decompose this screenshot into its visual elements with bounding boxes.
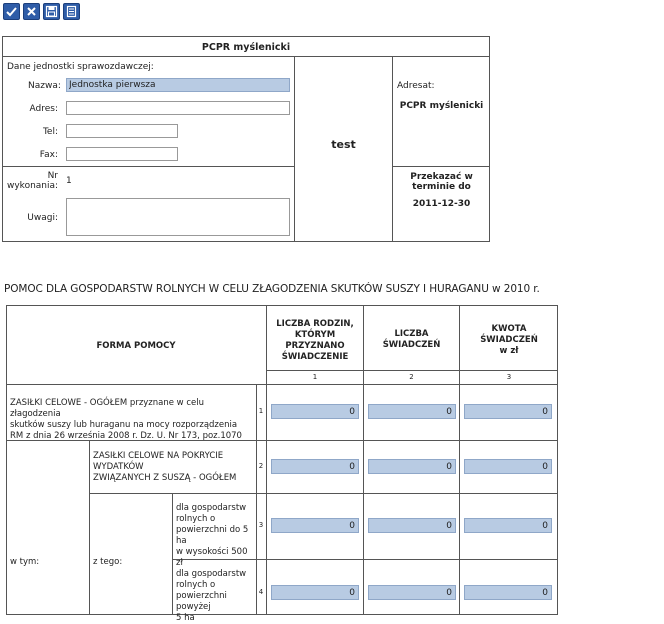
z-tego-label: z tego:	[93, 557, 123, 567]
row3-label: dla gospodarstw rolnych o powierzchni do 5 ha w wysokości 500 zł	[176, 503, 249, 568]
col1-header: LICZBA RODZIN, KTÓRYM PRZYZNANO ŚWIADCZENIE	[276, 319, 354, 362]
notes-label: Uwagi:	[27, 213, 58, 223]
row3-number: 3	[258, 521, 264, 529]
report-title: POMOC DLA GOSPODARSTW ROLNYCH W CELU ZŁAGODZENIA SKUTKÓW SUSZY I HURAGANU w 2010 r.	[4, 283, 540, 295]
name-label: Nazwa:	[28, 81, 61, 91]
nr-label-2: wykonania:	[7, 181, 59, 191]
checkmark-icon	[5, 5, 18, 18]
phone-label: Tel:	[42, 127, 58, 137]
col2-number: 2	[409, 373, 414, 381]
nr-value: 1	[66, 176, 72, 186]
toolbar	[3, 3, 80, 20]
row1-label: ZASIŁKI CELOWE - OGÓŁEM przyznane w celu złagodzenia skutków suszy lub huraganu na mocy rozporządzenia RM z dnia 26 września 2008 r. Dz. U. Nr 173, poz.1070	[10, 398, 242, 441]
row1-col3-input[interactable]	[464, 404, 552, 419]
header-title: PCPR myślenicki	[201, 42, 291, 53]
col2-header: LICZBA ŚWIADCZEŃ	[382, 329, 441, 350]
nr-label-1: Nr	[47, 171, 58, 181]
row4-col2-input[interactable]	[368, 585, 456, 600]
row4-number: 4	[258, 588, 264, 596]
print-button[interactable]	[63, 3, 80, 20]
document-icon	[65, 5, 78, 18]
deadline-label-2: terminie do	[412, 182, 471, 192]
row2-col1-input[interactable]	[271, 459, 359, 474]
row3-col3-input[interactable]	[464, 518, 552, 533]
row3-col1-input[interactable]	[271, 518, 359, 533]
row3-col2-input[interactable]	[368, 518, 456, 533]
row4-label: dla gospodarstw rolnych o powierzchni powyżej 5 ha	[176, 569, 247, 623]
notes-field[interactable]	[66, 198, 290, 236]
recipient-label: Adresat:	[397, 81, 435, 91]
row1-col2-input[interactable]	[368, 404, 456, 419]
fax-field[interactable]	[66, 147, 178, 161]
row2-label: ZASIŁKI CELOWE NA POKRYCIE WYDATKÓW ZWIĄZANYCH Z SUSZĄ - OGÓŁEM	[93, 451, 237, 483]
row4-col3-input[interactable]	[464, 585, 552, 600]
row2-number: 2	[258, 462, 264, 470]
col3-header: KWOTA ŚWIADCZEŃ w zł	[480, 324, 538, 356]
recipient-value: PCPR myślenicki	[399, 101, 484, 111]
unit-label: Dane jednostki sprawozdawczej:	[7, 62, 154, 72]
row2-col3-input[interactable]	[464, 459, 552, 474]
cancel-button[interactable]	[23, 3, 40, 20]
fax-label: Fax:	[39, 150, 58, 160]
col3-number: 3	[506, 373, 512, 381]
col1-number: 1	[312, 373, 318, 381]
phone-field[interactable]	[66, 124, 178, 138]
name-field[interactable]	[66, 78, 290, 92]
save-button[interactable]	[43, 3, 60, 20]
row4-col1-input[interactable]	[271, 585, 359, 600]
row1-number: 1	[258, 407, 264, 415]
w-tym-label: w tym:	[10, 557, 40, 567]
floppy-disk-icon	[45, 5, 58, 18]
address-field[interactable]	[66, 101, 290, 115]
form-header: FORMA POMOCY	[96, 341, 176, 351]
address-label: Adres:	[29, 104, 58, 114]
close-icon	[25, 5, 38, 18]
row2-col2-input[interactable]	[368, 459, 456, 474]
accept-button[interactable]	[3, 3, 20, 20]
row1-col1-input[interactable]	[271, 404, 359, 419]
deadline-value: 2011-12-30	[412, 199, 471, 209]
deadline-label-1: Przekazać w	[410, 172, 473, 182]
center-text: test	[331, 138, 356, 151]
